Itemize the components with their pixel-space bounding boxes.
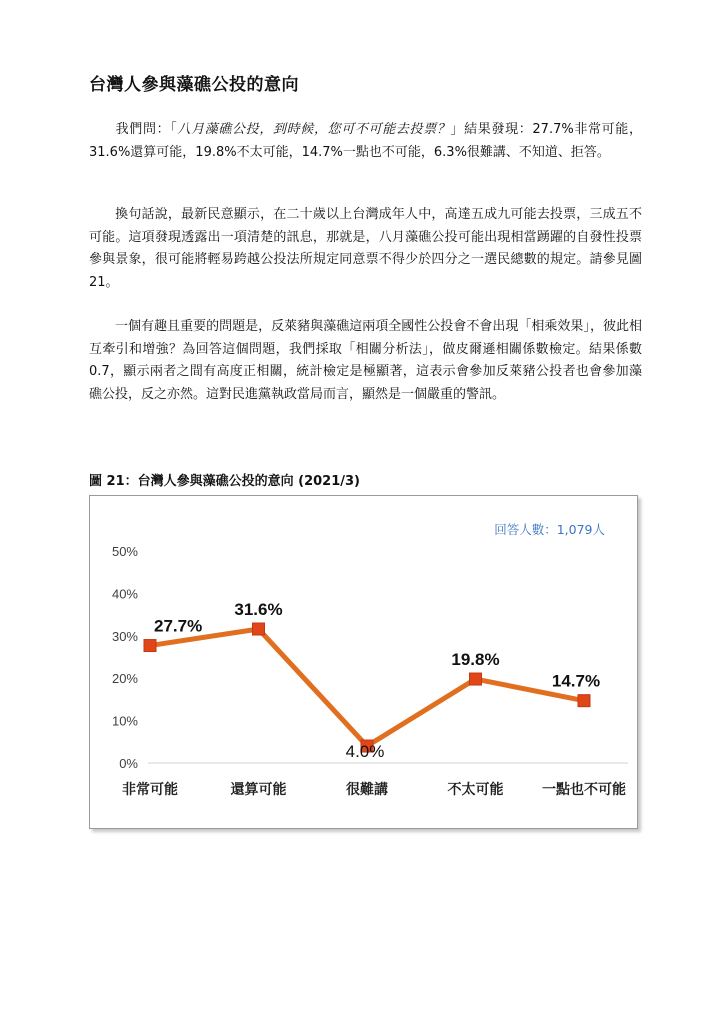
data-marker: [144, 640, 156, 652]
data-marker: [578, 695, 590, 707]
figure-caption: 圖 21：台灣人參與藻礁公投的意向 (2021/3): [89, 474, 361, 489]
p3-text: 一個有趣且重要的問題是，反萊豬與藻礁這兩項全國性公投會不會出現「相乘效果」，彼此相互牽引和增強？為回答這個問題，我們採取「相關分析法」，做皮爾遜相關係數檢定。結果係數 0.7，顯示兩者之間有高度正相關，統計檢定是極顯著，這表示會參加反萊豬公投者也會參加藻礁公投，反之亦然。這對民進黨執政當局而言，顯然是一個嚴重的警訊。: [89, 319, 642, 402]
data-label: 14.7%: [551, 671, 601, 691]
y-tick-label: 10%: [111, 713, 138, 729]
y-tick-label: 0%: [119, 756, 138, 771]
data-label: 27.7%: [154, 616, 203, 636]
data-label: 31.6%: [234, 600, 283, 620]
x-tick-label: 還算可能: [230, 782, 287, 798]
respondents-count: 回答人數：1,079人: [494, 522, 605, 537]
paragraph-2: [89, 204, 642, 294]
chart-frame: [89, 495, 638, 829]
page-title: 台灣人參與藻礁公投的意向: [89, 75, 299, 95]
data-marker: [470, 673, 482, 685]
data-label: 4.0%: [345, 742, 385, 762]
y-tick-label: 50%: [111, 544, 138, 559]
x-tick-label: 一點也不可能: [542, 782, 626, 798]
paragraph-3: [89, 316, 642, 406]
p2-text: 換句話說，最新民意顯示，在二十歲以上台灣成年人中，高達五成九可能去投票，三成五不可能。這項發現透露出一項清楚的訊息，那就是，八月藻礁公投可能出現相當踴躍的自發性投票參與景象，很可能將輕易跨越公投法所規定同意票不得少於四分之一選民總數的規定。請參見圖 21。: [89, 207, 642, 290]
x-tick-label: 很難講: [346, 782, 388, 798]
y-tick-label: 40%: [111, 586, 138, 602]
paragraph-1: [89, 119, 642, 164]
data-label: 19.8%: [451, 650, 500, 670]
y-tick-label: 30%: [111, 628, 138, 644]
survey-question: 八月藻礁公投，到時候，您可不可能去投票？: [177, 122, 451, 137]
p1-end: 」結果發現：27.7%非常可能，31.6%還算可能，19.8%不太可能，14.7%一點也不可能，6.3%很難講、不知道、拒答。: [89, 122, 642, 160]
line-chart: [90, 496, 637, 828]
series-line: [150, 629, 584, 746]
p1-start: 我們問：「: [115, 122, 178, 137]
x-tick-label: 非常可能: [122, 782, 178, 798]
y-tick-label: 20%: [111, 671, 138, 687]
x-tick-label: 不太可能: [447, 782, 504, 798]
data-marker: [253, 623, 265, 635]
